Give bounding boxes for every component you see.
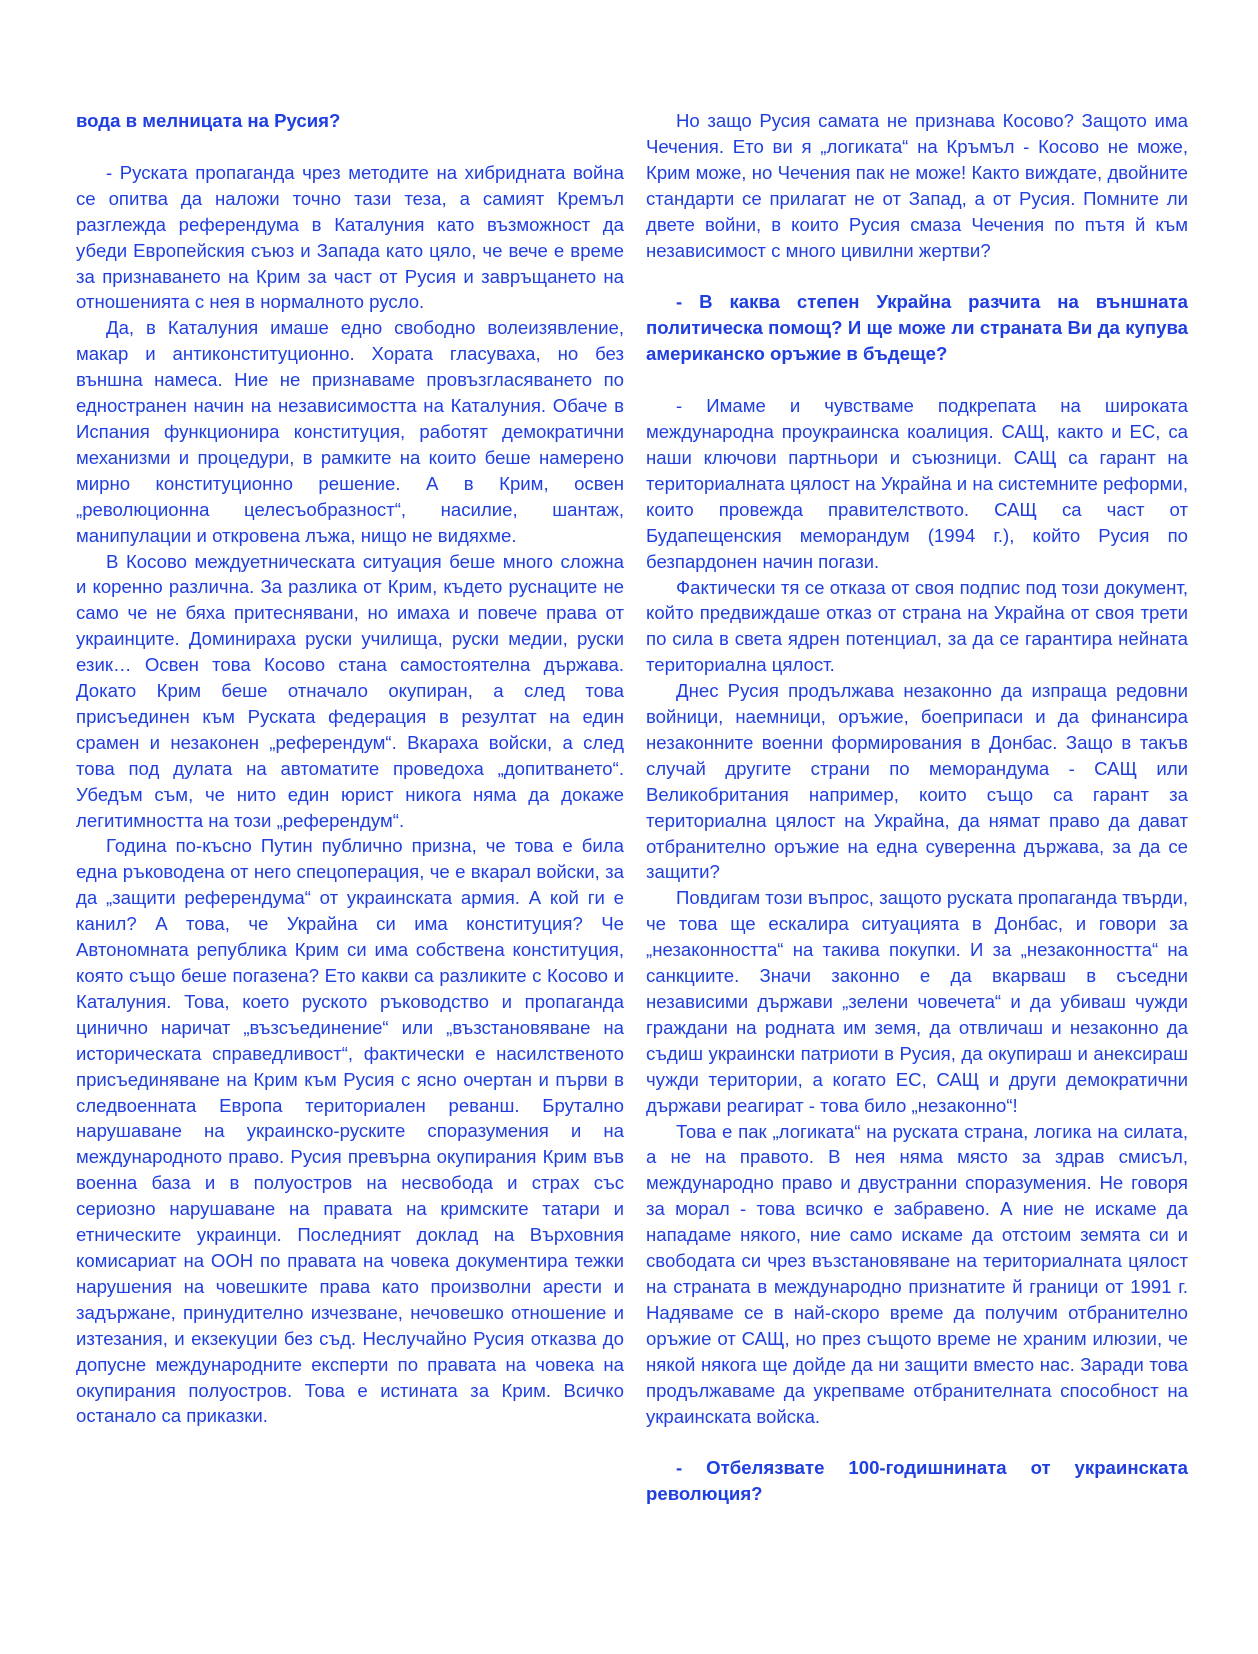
paragraph: - Имаме и чувстваме подкрепата на широката международна проукраинска коалиция. САЩ, както и ЕС, са наши ключови партньори и съюзници. САЩ са гарант на териториалната цялост на Украйна и на системните реформи, които провежда правителството. САЩ са част от Будапещенския меморандум (1994 г.), който Русия по безпардонен начин погази. bbox=[646, 395, 1188, 572]
paragraph: Повдигам този въпрос, защото руската пропаганда твърди, че това ще ескалира ситуацията в Донбас, и говори за „незаконността“ на такива покупки. И за „незаконността“ на санкциите. Значи законно е да вкарваш в съседни независими държави „зелени човечета“ и да убиваш чужди граждани на родната им земя, да отвличаш и незаконно да съдиш украински патриоти в Русия, да окупираш и анексираш чужди територии, а когато ЕС, САЩ и други демократични държави реагират - това било „незаконно“! bbox=[646, 887, 1188, 1116]
right-column bbox=[646, 108, 1188, 1507]
section-heading: вода в мелницата на Русия? bbox=[76, 110, 341, 131]
paragraph: Днес Русия продължава незаконно да изпраща редовни войници, наемници, оръжие, боеприпаси и да финансира незаконните военни формирования в Донбас. Защо в такъв случай другите страни по меморандума - САЩ или Великобритания например, които също са гарант за териториална цялост на Украйна, да нямат право да дават отбранително оръжие на една суверенна държава, за да се защити? bbox=[646, 680, 1188, 883]
paragraph: Това е пак „логиката“ на руската страна, логика на силата, а не на правото. В нея няма място за здрав смисъл, международно право и двустранни споразумения. Не говоря за морал - това всичко е забравено. А ние не искаме да нападаме някого, ние само искаме да отстоим земята си и свободата си чрез възстановяване на териториалната цялост на страната в международно признатите й граници от 1991 г. Надяваме се в най-скоро време да получим отбранително оръжие от САЩ, но през същото време не храним илюзии, че някой някога ще дойде да ни защити вместо нас. Заради това продължаваме да укрепваме отбранителната способност на украинската войска. bbox=[646, 1120, 1188, 1427]
paragraph: Да, в Каталуния имаше едно свободно волеизявление, макар и антиконституционно. Хората гласуваха, но без външна намеса. Ние не признаваме провъзгласяването по едностранен начин на независимостта на Каталуния. Обаче в Испания функционира конституция, работят демократични механизми и процедури, в рамките на които беше намерено мирно конституционно решение. А в Крим, освен „революционна целесъобразност“, насилие, шантаж, манипулации и откровена лъжа, нищо не видяхме. bbox=[76, 317, 624, 546]
paragraph: Но защо Русия самата не признава Косово? Защото има Чечения. Ето ви я „логиката“ на Кръмъл - Косово не може, Крим може, но Чечения пак не може! Както виждате, двойните стандарти се прилагат не от Запад, а от Русия. Помните ли двете войни, в които Русия смаза Чечения по пътя й към независимост с много цивилни жертви? bbox=[646, 110, 1188, 261]
paragraph: Година по-късно Путин публично призна, че това е била една ръководена от него спецоперация, че е вкарал войски, за да „защити референдума“ от украинската армия. А кой ги е канил? А това, че Украйна си има конституция? Че Автономната република Крим си има собствена конституция, която също беше погазена? Ето какви са разликите с Косово и Каталуния. Това, което руското ръководство и пропаганда цинично наричат „възсъединение“ или „възстановяване на историческата справедливост“, фактически е насилственото присъединяване на Крим към Русия с ясно очертан и първи в следвоенната Европа териториален реванш. Брутално нарушаване на украинско-руските споразумения и на международното право. Русия превърна окупирания Крим във военна база и в полуостров на несвобода и страх със сериозно нарушаване на правата на кримските татари и етническите украинци. Последният доклад на Върховния комисариат на ООН по правата на човека документира тежки нарушения на човешките права като произволни арести и задържане, принудително изчезване, нечовешко отношение и изтезания, и екзекуции без съд. Неслучайно Русия отказва до допусне международните експерти по правата на човека на окупирания полуостров. Това е истината за Крим. Всичко останало са приказки. bbox=[76, 835, 624, 1427]
paragraph-gap bbox=[646, 1429, 1188, 1455]
paragraph: Фактически тя се отказа от своя подпис под този документ, който предвиждаше отказ от страна на Украйна от своя трети по сила в света ядрен потенциал, за да се гарантира нейната териториална цялост. bbox=[646, 576, 1188, 676]
paragraph-gap bbox=[646, 367, 1188, 393]
paragraph-gap bbox=[646, 263, 1188, 289]
left-column bbox=[76, 108, 624, 1429]
interview-question: - Отбелязвате 100-годишнината от украинската революция? bbox=[646, 1457, 1188, 1505]
paragraph-gap bbox=[76, 134, 624, 160]
interview-question: - В каква степен Украйна разчита на външната политическа помощ? И ще може ли страната Ви да купува американско оръжие в бъдеще? bbox=[646, 291, 1188, 365]
paragraph: - Руската пропаганда чрез методите на хибридната война се опитва да наложи точно тази теза, а самият Кремъл разглежда референдума в Каталуния като възможност да убеди Европейския съюз и Запада като цяло, че вече е време за признаването на Крим за част от Русия и завръщането на отношенията с нея в нормалното русло. bbox=[76, 161, 624, 313]
paragraph: В Косово междуетническата ситуация беше много сложна и коренно различна. За разлика от Крим, където руснаците не само че не бяха притеснявани, но имаха и повече права от украинците. Доминираха руски училища, руски медии, руски език… Освен това Косово стана самостоятелна държава. Докато Крим беше отначало окупиран, а след това присъединен към Руската федерация в резултат на един срамен и незаконен „референдум“. Вкараха войски, а след това под дулата на автоматите проведоха „допитването“. Убедъм съм, че нито един юрист никога няма да докаже легитимността на този „референдум“. bbox=[76, 550, 624, 831]
